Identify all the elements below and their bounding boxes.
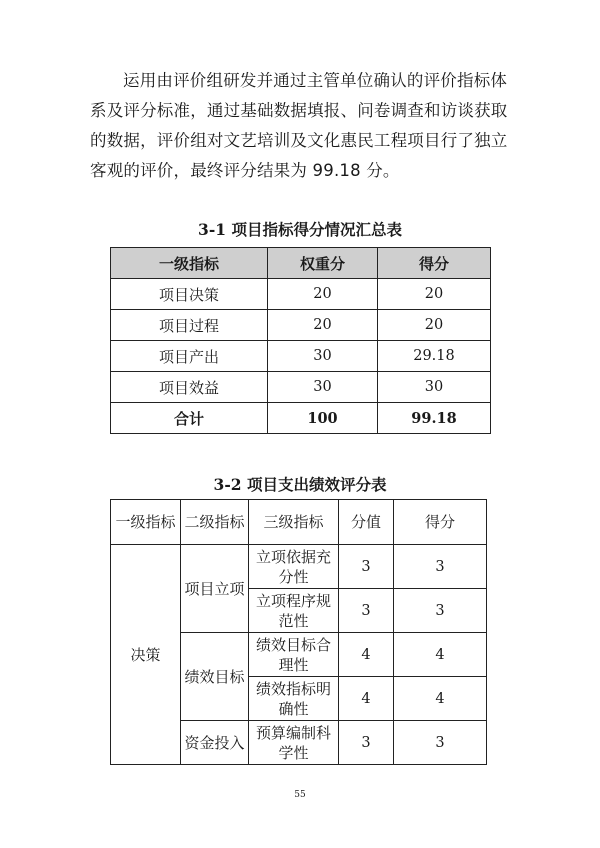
score-cell: 29.18 xyxy=(378,341,491,372)
header-cell: 得分 xyxy=(378,248,491,279)
level2-cell: 绩效目标 xyxy=(181,633,249,721)
level2-cell: 资金投入 xyxy=(181,721,249,765)
level3-cell: 立项程序规范性 xyxy=(249,589,339,633)
header-cell: 二级指标 xyxy=(181,500,249,545)
table-row xyxy=(111,279,491,310)
header-cell: 分值 xyxy=(339,500,394,545)
points-cell: 3 xyxy=(339,545,394,589)
score-cell: 3 xyxy=(394,589,487,633)
total-weight-cell: 100 xyxy=(268,403,378,434)
level2-cell: 项目立项 xyxy=(181,545,249,633)
table2-caption: 3-2 项目支出绩效评分表 xyxy=(213,475,387,494)
score-cell: 20 xyxy=(378,279,491,310)
header-cell: 一级指标 xyxy=(111,248,268,279)
indicator-cell: 项目效益 xyxy=(111,372,268,403)
indicator-cell: 项目产出 xyxy=(111,341,268,372)
header-cell: 三级指标 xyxy=(249,500,339,545)
weight-cell: 20 xyxy=(268,310,378,341)
score-cell: 30 xyxy=(378,372,491,403)
points-cell: 3 xyxy=(339,589,394,633)
score-summary-table xyxy=(110,247,491,434)
level3-cell: 预算编制科学性 xyxy=(249,721,339,765)
level3-cell: 立项依据充分性 xyxy=(249,545,339,589)
table-header-row xyxy=(111,248,491,279)
header-cell: 得分 xyxy=(394,500,487,545)
points-cell: 4 xyxy=(339,677,394,721)
indicator-cell: 项目过程 xyxy=(111,310,268,341)
weight-cell: 30 xyxy=(268,341,378,372)
table1-caption: 3-1 项目指标得分情况汇总表 xyxy=(198,220,402,239)
page-number: 55 xyxy=(294,790,306,800)
weight-cell: 30 xyxy=(268,372,378,403)
table-row xyxy=(111,545,487,589)
table-row xyxy=(111,372,491,403)
total-row xyxy=(111,403,491,434)
points-cell: 3 xyxy=(339,721,394,765)
level1-cell: 决策 xyxy=(111,545,181,765)
table-header-row xyxy=(111,500,487,545)
header-cell: 权重分 xyxy=(268,248,378,279)
score-cell: 4 xyxy=(394,677,487,721)
score-cell: 3 xyxy=(394,545,487,589)
level3-cell: 绩效目标合理性 xyxy=(249,633,339,677)
table-row xyxy=(111,341,491,372)
performance-score-table xyxy=(110,499,487,765)
score-cell: 4 xyxy=(394,633,487,677)
indicator-cell: 项目决策 xyxy=(111,279,268,310)
total-label-cell: 合计 xyxy=(111,403,268,434)
points-cell: 4 xyxy=(339,633,394,677)
intro-paragraph: 运用由评价组研发并通过主管单位确认的评价指标体系及评分标准，通过基础数据填报、问卷调查和访谈获取的数据，评价组对文艺培训及文化惠民工程项目行了独立客观的评价，最终评分结果为 99.18 分。 xyxy=(90,71,508,180)
weight-cell: 20 xyxy=(268,279,378,310)
score-cell: 20 xyxy=(378,310,491,341)
score-cell: 3 xyxy=(394,721,487,765)
total-score-cell: 99.18 xyxy=(378,403,491,434)
header-cell: 一级指标 xyxy=(111,500,181,545)
level3-cell: 绩效指标明确性 xyxy=(249,677,339,721)
table-row xyxy=(111,310,491,341)
